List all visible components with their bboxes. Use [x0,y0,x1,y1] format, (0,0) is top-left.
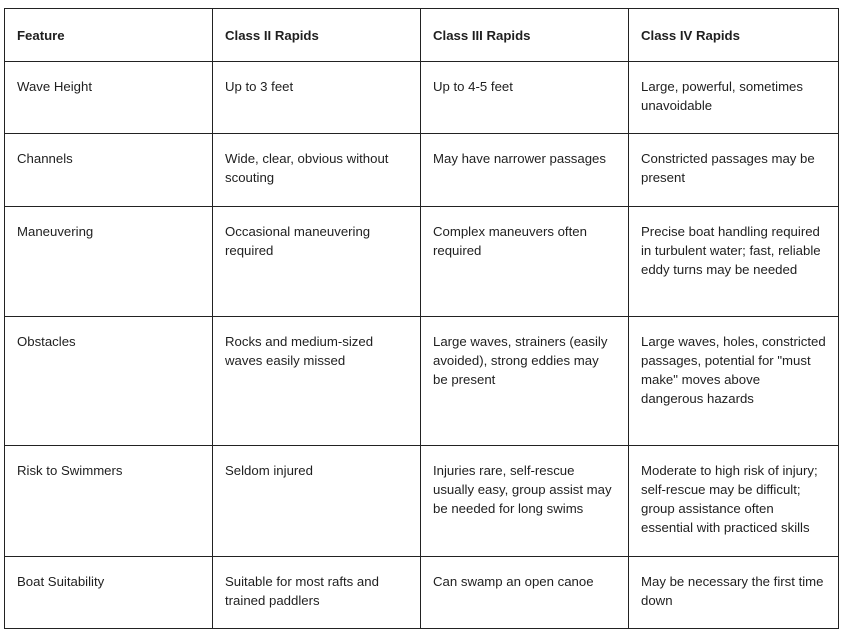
class-iii-cell: Can swamp an open canoe [421,557,629,629]
header-feature: Feature [5,9,213,62]
class-iv-cell: Large, powerful, sometimes unavoidable [629,62,839,134]
feature-cell: Channels [5,134,213,207]
class-iii-cell: Complex maneuvers often required [421,207,629,317]
class-iii-cell: Injuries rare, self-rescue usually easy, group assist may be needed for long swims [421,446,629,557]
class-iv-cell: Precise boat handling required in turbulent water; fast, reliable eddy turns may be needed [629,207,839,317]
class-ii-cell: Occasional maneuvering required [213,207,421,317]
feature-cell: Boat Suitability [5,557,213,629]
table-row-boat-suitability [5,557,839,629]
table-row-obstacles [5,317,839,446]
class-iii-cell: May have narrower passages [421,134,629,207]
class-iii-cell: Up to 4-5 feet [421,62,629,134]
class-ii-cell: Up to 3 feet [213,62,421,134]
class-ii-cell: Rocks and medium-sized waves easily missed [213,317,421,446]
table-row-maneuvering [5,207,839,317]
class-iv-cell: Moderate to high risk of injury; self-rescue may be difficult; group assistance often essential with practiced skills [629,446,839,557]
table-header-row [5,9,839,62]
class-ii-cell: Wide, clear, obvious without scouting [213,134,421,207]
class-ii-cell: Suitable for most rafts and trained paddlers [213,557,421,629]
class-iii-cell: Large waves, strainers (easily avoided), strong eddies may be present [421,317,629,446]
table-row-channels [5,134,839,207]
feature-cell: Obstacles [5,317,213,446]
rapids-comparison-table [4,8,839,629]
class-iv-cell: Constricted passages may be present [629,134,839,207]
feature-cell: Maneuvering [5,207,213,317]
class-iv-cell: May be necessary the first time down [629,557,839,629]
feature-cell: Risk to Swimmers [5,446,213,557]
header-class-ii: Class II Rapids [213,9,421,62]
class-ii-cell: Seldom injured [213,446,421,557]
table-row-wave-height [5,62,839,134]
header-class-iv: Class IV Rapids [629,9,839,62]
rapids-comparison-table-wrapper [4,8,838,629]
class-iv-cell: Large waves, holes, constricted passages, potential for "must make" moves above dangerous hazards [629,317,839,446]
header-class-iii: Class III Rapids [421,9,629,62]
table-row-risk-to-swimmers [5,446,839,557]
feature-cell: Wave Height [5,62,213,134]
